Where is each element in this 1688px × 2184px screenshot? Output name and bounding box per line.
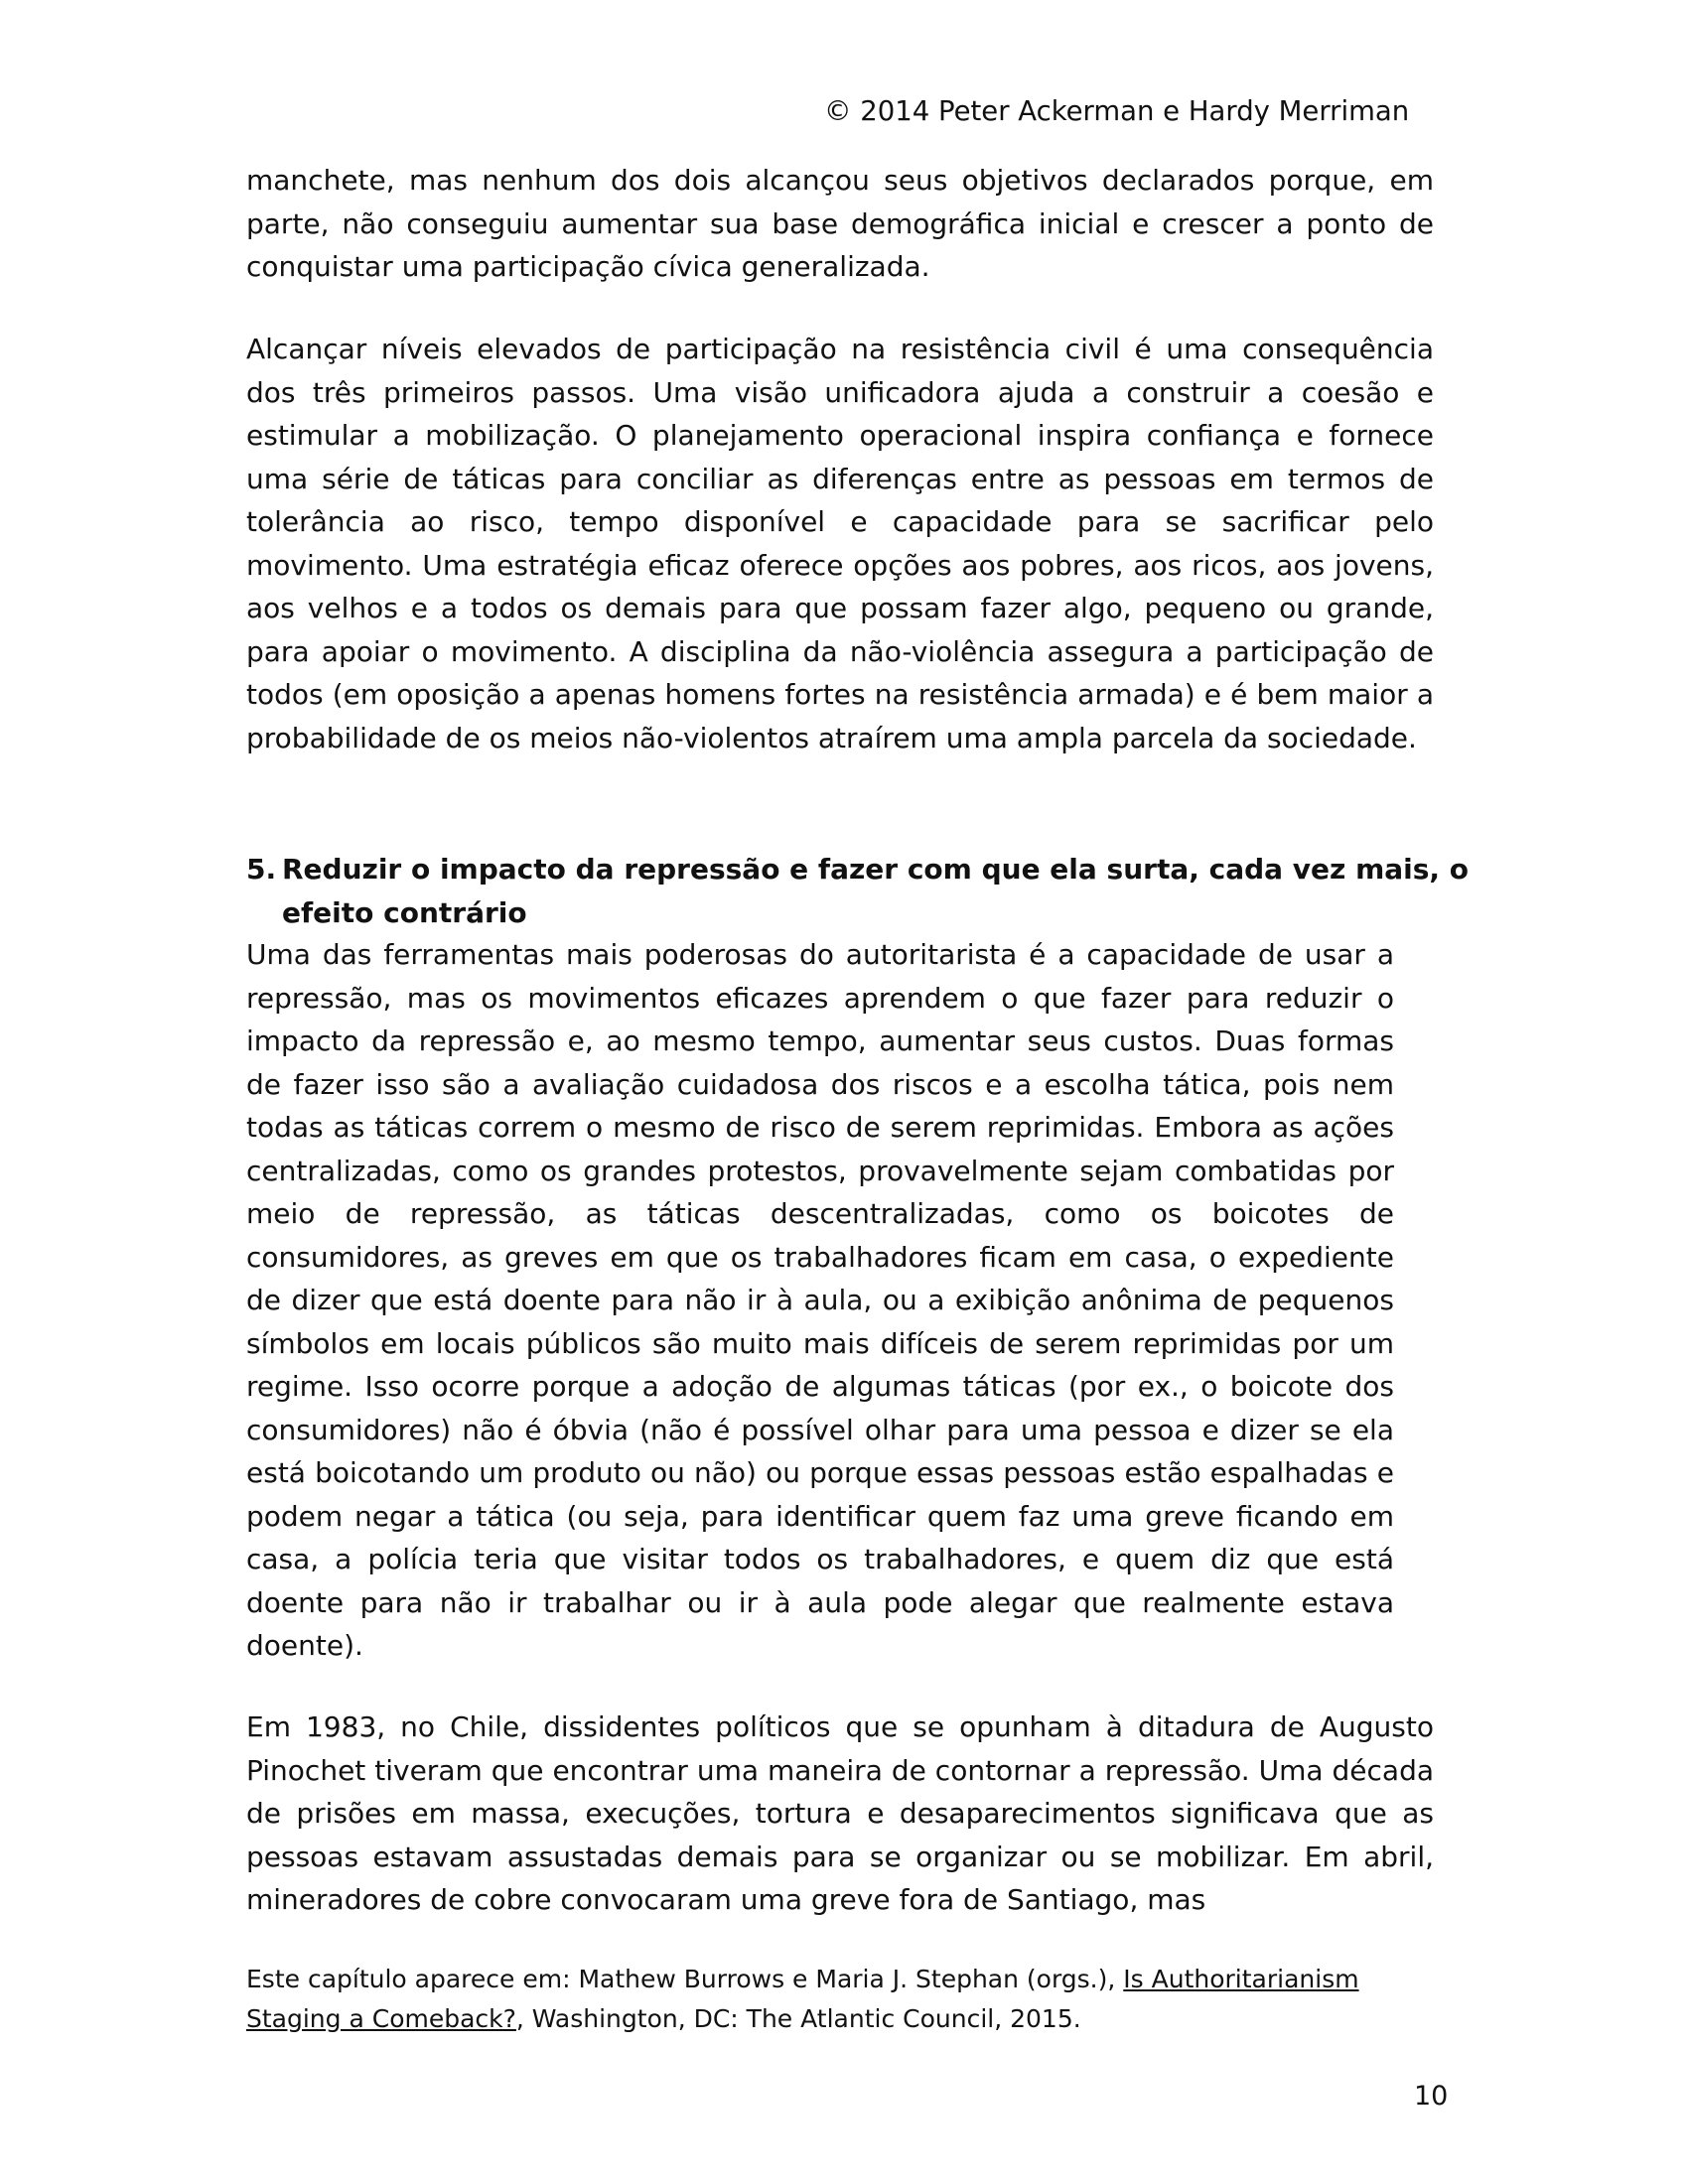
section-number: 5. (246, 853, 277, 886)
page-number: 10 (1414, 2081, 1449, 2112)
paragraph-participation: Alcançar níveis elevados de participação na resistência civil é uma consequência dos três primeiros passos. Uma visão unificadora ajuda a construir a coesão e estimular a mobilização. O planejamento operacional inspira confiança e fornece uma série de táticas para conciliar as diferenças entre as pessoas em termos de tolerância ao risco, tempo disponível e capacidade para se sacrificar pelo movimento. Uma estratégia eficaz oferece opções aos pobres, aos ricos, aos jovens, aos velhos e a todos os demais para que possam fazer algo, pequeno ou grande, para apoiar o movimento. A disciplina da não-violência assegura a participação de todos (em oposição a apenas homens fortes na resistência armada) e é bem maior a probabilidade de os meios não-violentos atraírem uma ampla parcela da sociedade. (246, 333, 1434, 754)
header-copyright: © 2014 Peter Ackerman e Hardy Merriman (824, 95, 1410, 127)
footnote-suffix: , Washington, DC: The Atlantic Council, 2015. (515, 2004, 1081, 2033)
section-heading (246, 848, 1513, 934)
paragraph-chile: Em 1983, no Chile, dissidentes políticos que se opunham à ditadura de Augusto Pinochet tiveram que encontrar uma maneira de contornar a repressão. Uma década de prisões em massa, execuções, tortura e desaparecimentos significava que as pessoas estavam assustadas demais para se organizar ou se mobilizar. Em abril, mineradores de cobre convocaram uma greve fora de Santiago, mas (246, 1710, 1434, 1916)
footnote-prefix: Este capítulo aparece em: Mathew Burrows e Maria J. Stephan (orgs.), (246, 1965, 1124, 1993)
paragraph-repression: Uma das ferramentas mais poderosas do autoritarista é a capacidade de usar a repressão, mas os movimentos eficazes aprendem o que fazer para reduzir o impacto da repressão e, ao mesmo tempo, aumentar seus custos. Duas formas de fazer isso são a avaliação cuidadosa dos riscos e a escolha tática, pois nem todas as táticas correm o mesmo de risco de serem reprimidas. Embora as ações centralizadas, como os grandes protestos, provavelmente sejam combatidas por meio de repressão, as táticas descentralizadas, como os boicotes de consumidores, as greves em que os trabalhadores ficam em casa, o expediente de dizer que está doente para não ir à aula, ou a exibição anônima de pequenos símbolos em locais públicos são muito mais difíceis de serem reprimidas por um regime. Isso ocorre porque a adoção de algumas táticas (por ex., o boicote dos consumidores) não é óbvia (não é possível olhar para uma pessoa e dizer se ela está boicotando um produto ou não) ou porque essas pessoas estão espalhadas e podem negar a tática (ou seja, para identificar quem faz uma greve ficando em casa, a polícia teria que visitar todos os trabalhadores, e quem diz que está doente para não ir trabalhar ou ir à aula pode alegar que realmente estava doente). (246, 938, 1394, 1662)
footnote (246, 1960, 1388, 2039)
footnote-reference-title: Is Authoritarianism Staging a Comeback? (246, 1965, 1359, 2033)
section-title: Reduzir o impacto da repressão e fazer com que ela surta, cada vez mais, o efeito contrário (282, 853, 1470, 929)
paragraph-continuation: manchete, mas nenhum dos dois alcançou seus objetivos declarados porque, em parte, não conseguiu aumentar sua base demográfica inicial e crescer a ponto de conquistar uma participação cívica generalizada. (246, 164, 1434, 283)
